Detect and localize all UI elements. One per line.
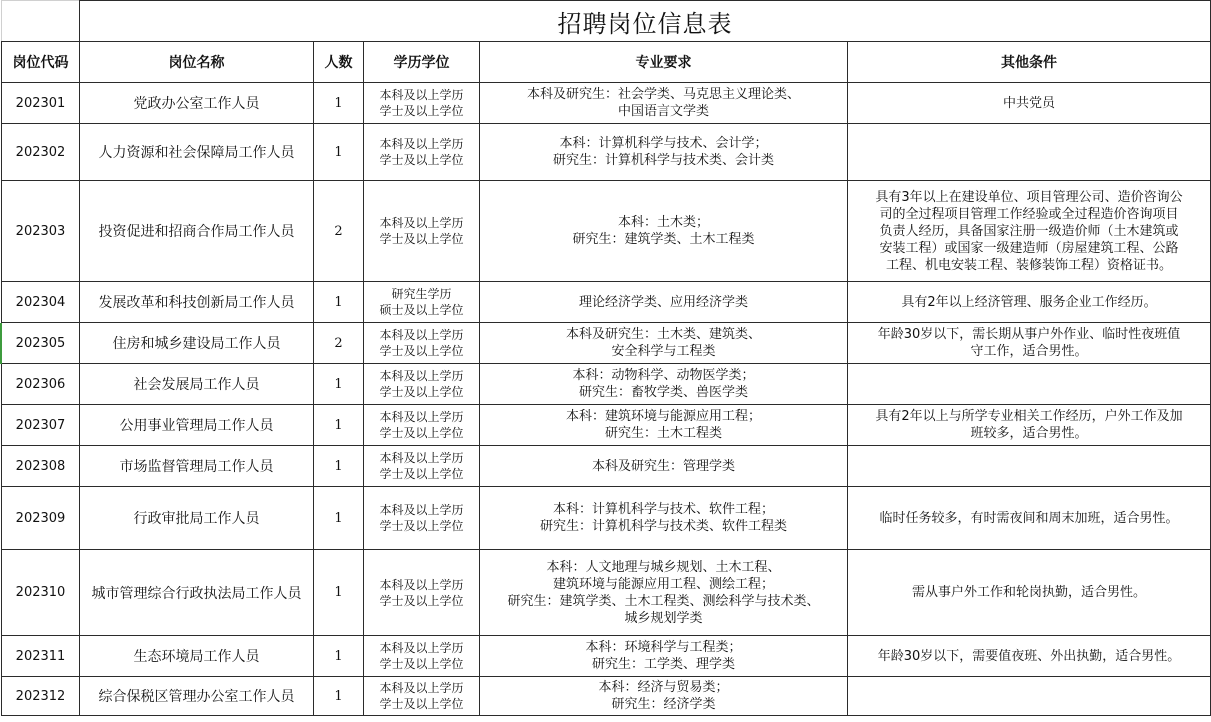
title-blank-cell[interactable]	[2, 1, 80, 42]
selected-row-marker	[0, 323, 2, 364]
header-code[interactable]: 岗位代码	[2, 42, 80, 83]
other-line: 中共党员	[1003, 95, 1056, 111]
other-conditions-cell[interactable]	[848, 677, 1211, 716]
position-code-cell[interactable]: 202309	[2, 487, 80, 550]
position-name-cell[interactable]: 公用事业管理局工作人员	[80, 405, 314, 446]
headcount-cell[interactable]: 1	[314, 550, 364, 636]
edu-line: 学士及以上学位	[379, 426, 464, 440]
headcount-cell[interactable]: 1	[314, 636, 364, 677]
position-name-cell[interactable]: 住房和城乡建设局工作人员	[80, 323, 314, 364]
header-count[interactable]: 人数	[314, 42, 364, 83]
major-requirement-cell[interactable]	[480, 636, 848, 677]
headcount-cell[interactable]: 1	[314, 83, 364, 124]
other-line: 工程、机电安装工程、装修装饰工程）资格证书。	[886, 257, 1173, 273]
position-code-cell[interactable]: 202306	[2, 364, 80, 405]
edu-line: 本科及以上学历	[379, 641, 464, 655]
major-line: 本科及研究生：社会学类、马克思主义理论类、	[526, 87, 800, 102]
recruitment-table	[1, 0, 1211, 716]
headcount-cell[interactable]: 1	[314, 124, 364, 181]
major-line: 理论经济学类、应用经济学类	[578, 294, 748, 310]
major-requirement-cell[interactable]	[480, 677, 848, 716]
other-conditions-cell[interactable]	[848, 364, 1211, 405]
headcount-cell[interactable]: 2	[314, 181, 364, 282]
position-name-cell[interactable]: 社会发展局工作人员	[80, 364, 314, 405]
major-line: 本科：计算机科学与技术、会计学；	[559, 136, 768, 151]
edu-line: 本科及以上学历	[379, 503, 464, 517]
headcount-cell[interactable]: 1	[314, 487, 364, 550]
other-line: 临时任务较多，有时需夜间和周末加班，适合男性。	[879, 510, 1179, 526]
other-line: 年龄30岁以下，需长期从事户外作业、临时性夜班值	[877, 327, 1181, 342]
table-row	[2, 487, 1211, 550]
education-cell[interactable]	[364, 550, 480, 636]
headcount-cell[interactable]: 1	[314, 282, 364, 323]
education-cell[interactable]	[364, 405, 480, 446]
education-cell[interactable]	[364, 487, 480, 550]
headcount-cell[interactable]: 1	[314, 446, 364, 487]
other-conditions-cell[interactable]	[848, 446, 1211, 487]
major-line: 本科及研究生：管理学类	[591, 458, 735, 474]
edu-line: 研究生学历	[391, 287, 452, 301]
headcount-cell[interactable]: 1	[314, 405, 364, 446]
major-requirement-cell[interactable]	[480, 487, 848, 550]
major-requirement-cell[interactable]	[480, 364, 848, 405]
education-cell[interactable]	[364, 323, 480, 364]
position-code-cell[interactable]: 202304	[2, 282, 80, 323]
major-requirement-cell[interactable]	[480, 83, 848, 124]
table-row	[2, 677, 1211, 716]
other-conditions-cell[interactable]	[848, 124, 1211, 181]
edu-line: 学士及以上学位	[379, 593, 464, 608]
other-conditions-cell[interactable]	[848, 487, 1211, 550]
position-name-cell[interactable]: 城市管理综合行政执法局工作人员	[80, 550, 314, 636]
major-line: 研究生：经济学类	[611, 697, 716, 712]
major-line: 建筑环境与能源应用工程、测绘工程；	[552, 576, 774, 592]
edu-line: 学士及以上学位	[379, 344, 464, 358]
edu-line: 学士及以上学位	[379, 232, 464, 246]
header-major[interactable]: 专业要求	[480, 42, 848, 83]
major-line: 研究生：建筑学类、土木工程类、测绘科学与技术类、	[507, 593, 820, 609]
other-conditions-cell[interactable]	[848, 181, 1211, 282]
other-line: 守工作，适合男性。	[970, 344, 1088, 359]
major-requirement-cell[interactable]	[480, 550, 848, 636]
major-line: 本科：环境科学与工程类；	[585, 640, 742, 655]
major-line: 本科：经济与贸易类；	[598, 680, 729, 695]
major-line: 安全科学与工程类	[611, 344, 716, 359]
header-education[interactable]: 学历学位	[364, 42, 480, 83]
table-row	[2, 124, 1211, 181]
major-requirement-cell[interactable]	[480, 282, 848, 323]
edu-line: 学士及以上学位	[379, 467, 464, 481]
position-code-cell[interactable]: 202311	[2, 636, 80, 677]
edu-line: 本科及以上学历	[379, 577, 464, 592]
education-cell[interactable]	[364, 282, 480, 323]
edu-line: 本科及以上学历	[379, 410, 464, 424]
major-requirement-cell[interactable]	[480, 405, 848, 446]
headcount-cell[interactable]: 2	[314, 323, 364, 364]
edu-line: 本科及以上学历	[379, 369, 464, 383]
major-line: 研究生：建筑学类、土木工程类	[572, 232, 755, 247]
edu-line: 本科及以上学历	[379, 681, 464, 695]
other-line: 需从事户外工作和轮岗执勤，适合男性。	[912, 585, 1147, 600]
edu-line: 本科及以上学历	[379, 328, 464, 342]
other-line: 具有2年以上经济管理、服务企业工作经历。	[901, 294, 1157, 310]
other-conditions-cell[interactable]	[848, 550, 1211, 636]
major-line: 研究生：畜牧学类、兽医学类	[578, 385, 748, 400]
major-line: 本科及研究生：土木类、建筑类、	[565, 327, 761, 342]
other-conditions-cell[interactable]	[848, 282, 1211, 323]
edu-line: 学士及以上学位	[379, 153, 464, 167]
other-conditions-cell[interactable]	[848, 323, 1211, 364]
major-requirement-cell[interactable]	[480, 446, 848, 487]
other-line: 安装工程）或国家一级建造师（房屋建筑工程、公路	[879, 240, 1179, 256]
major-line: 本科：建筑环境与能源应用工程；	[565, 409, 761, 424]
major-line: 研究生：土木工程类	[604, 426, 722, 441]
table-row	[2, 83, 1211, 124]
other-line: 具有2年以上与所学专业相关工作经历，户外工作及加	[875, 409, 1183, 424]
table-row	[2, 636, 1211, 677]
table-row	[2, 405, 1211, 446]
position-name-cell[interactable]: 生态环境局工作人员	[80, 636, 314, 677]
table-row	[2, 181, 1211, 282]
position-code-cell[interactable]: 202307	[2, 405, 80, 446]
education-cell[interactable]	[364, 677, 480, 716]
edu-line: 本科及以上学历	[379, 88, 464, 102]
position-code-cell[interactable]: 202308	[2, 446, 80, 487]
education-cell[interactable]	[364, 124, 480, 181]
major-requirement-cell[interactable]	[480, 181, 848, 282]
other-line: 年龄30岁以下，需要值夜班、外出执勤，适合男性。	[877, 648, 1181, 664]
position-code-cell[interactable]: 202310	[2, 550, 80, 636]
position-code-cell[interactable]: 202301	[2, 83, 80, 124]
position-name-cell[interactable]: 发展改革和科技创新局工作人员	[80, 282, 314, 323]
other-line: 司的全过程项目管理工作经验或全过程造价咨询项目	[879, 206, 1179, 222]
major-line: 中国语言文学类	[617, 104, 709, 119]
edu-line: 学士及以上学位	[379, 104, 464, 118]
table-row	[2, 550, 1211, 636]
major-line: 本科：土木类；	[617, 215, 709, 230]
major-requirement-cell[interactable]	[480, 323, 848, 364]
other-line: 班较多，适合男性。	[970, 426, 1088, 441]
headcount-cell[interactable]: 1	[314, 364, 364, 405]
position-code-cell[interactable]: 202312	[2, 677, 80, 716]
position-name-cell[interactable]: 人力资源和社会保障局工作人员	[80, 124, 314, 181]
edu-line: 本科及以上学历	[379, 451, 464, 465]
edu-line: 硕士及以上学位	[379, 303, 464, 317]
major-line: 本科：动物科学、动物医学类；	[572, 368, 755, 383]
edu-line: 本科及以上学历	[379, 216, 464, 230]
major-line: 研究生：计算机科学与技术类、会计类	[552, 153, 774, 168]
major-line: 研究生：计算机科学与技术类、软件工程类	[539, 519, 787, 534]
edu-line: 本科及以上学历	[379, 137, 464, 151]
major-line: 本科：计算机科学与技术、软件工程；	[552, 502, 774, 517]
other-conditions-cell[interactable]	[848, 636, 1211, 677]
headcount-cell[interactable]: 1	[314, 677, 364, 716]
major-line: 本科：人文地理与城乡规划、土木工程、	[546, 559, 781, 575]
edu-line: 学士及以上学位	[379, 697, 464, 711]
major-line: 研究生：工学类、理学类	[591, 657, 735, 672]
education-cell[interactable]	[364, 636, 480, 677]
table-title[interactable]: 招聘岗位信息表	[80, 1, 1211, 42]
major-line: 城乡规划学类	[624, 610, 703, 626]
position-name-cell[interactable]: 党政办公室工作人员	[80, 83, 314, 124]
edu-line: 学士及以上学位	[379, 657, 464, 671]
position-code-cell[interactable]: 202305	[2, 323, 80, 364]
position-code-cell[interactable]: 202303	[2, 181, 80, 282]
education-cell[interactable]	[364, 446, 480, 487]
header-row	[2, 42, 1211, 83]
table-row	[2, 446, 1211, 487]
education-cell[interactable]	[364, 181, 480, 282]
title-row	[2, 1, 1211, 42]
education-cell[interactable]	[364, 83, 480, 124]
position-name-cell[interactable]: 投资促进和招商合作局工作人员	[80, 181, 314, 282]
major-requirement-cell[interactable]	[480, 124, 848, 181]
other-line: 负责人经历，具备国家注册一级造价师（土木建筑或	[879, 223, 1179, 239]
table-row	[2, 364, 1211, 405]
other-conditions-cell[interactable]	[848, 83, 1211, 124]
header-other[interactable]: 其他条件	[848, 42, 1211, 83]
other-conditions-cell[interactable]	[848, 405, 1211, 446]
education-cell[interactable]	[364, 364, 480, 405]
table-row	[2, 282, 1211, 323]
edu-line: 学士及以上学位	[379, 519, 464, 533]
table-row	[2, 323, 1211, 364]
edu-line: 学士及以上学位	[379, 385, 464, 399]
other-line: 具有3年以上在建设单位、项目管理公司、造价咨询公	[875, 189, 1183, 205]
header-name[interactable]: 岗位名称	[80, 42, 314, 83]
position-name-cell[interactable]: 综合保税区管理办公室工作人员	[80, 677, 314, 716]
position-name-cell[interactable]: 市场监督管理局工作人员	[80, 446, 314, 487]
position-code-cell[interactable]: 202302	[2, 124, 80, 181]
position-name-cell[interactable]: 行政审批局工作人员	[80, 487, 314, 550]
